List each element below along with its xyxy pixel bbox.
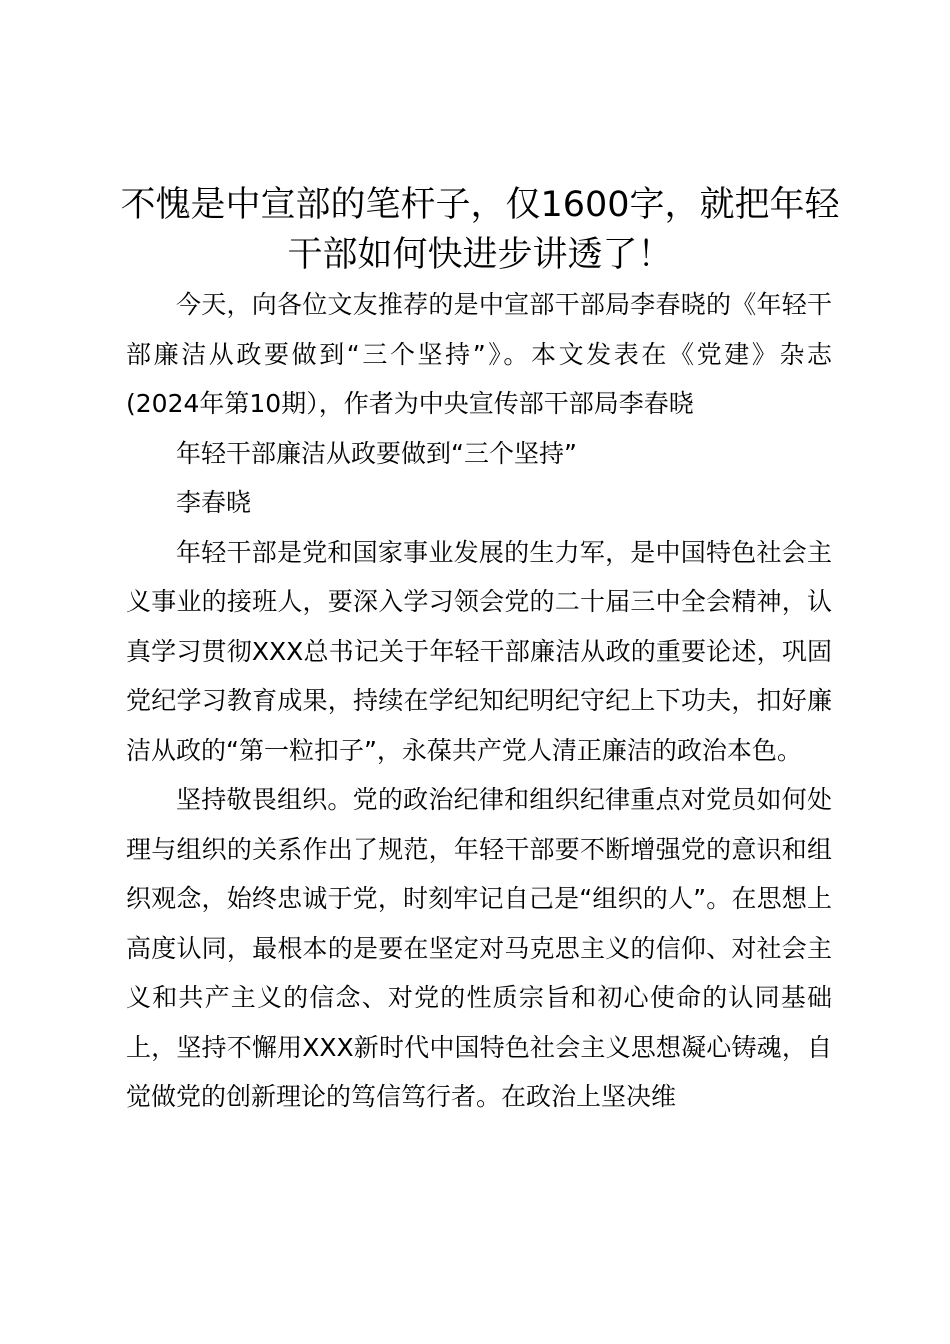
body-paragraph: 年轻干部是党和国家事业发展的生力军，是中国特色社会主义事业的接班人，要深入学习领会党的二十届三中全会精神，认真学习贯彻XXX总书记关于年轻干部廉洁从政的重要论述，巩固党纪学习教育成果，持续在学纪知纪明纪守纪上下功夫，扣好廉洁从政的“第一粒扣子”，永葆共产党人清正廉洁的政治本色。 (126, 537, 832, 765)
intro-paragraph: 今天，向各位文友推荐的是中宣部干部局李春晓的《年轻干部廉洁从政要做到“三个坚持”》。本文发表在《党建》杂志(2024年第10期），作者为中央宣传部干部局李春晓 (126, 290, 832, 418)
body-paragraph: 坚持敬畏组织。党的政治纪律和组织纪律重点对党员如何处理与组织的关系作出了规范，年轻干部要不断增强党的意识和组织观念，始终忠诚于党，时刻牢记自己是“组织的人”。在思想上高度认同，最根本的是要在坚定对马克思主义的信仰、对社会主义和共产主义的信念、对党的性质宗旨和初心使命的认同基础上，坚持不懈用XXX新时代中国特色社会主义思想凝心铸魂，自觉做党的创新理论的笃信笃行者。在政治上坚决维 (126, 785, 832, 1111)
document-body (126, 280, 832, 1122)
article-author: 李春晓 (176, 488, 252, 517)
article-heading: 年轻干部廉洁从政要做到“三个坚持” (176, 438, 577, 468)
document-title: 不愧是中宣部的笔杆子，仅1600字，就把年轻干部如何快进步讲透了！ (120, 185, 840, 275)
